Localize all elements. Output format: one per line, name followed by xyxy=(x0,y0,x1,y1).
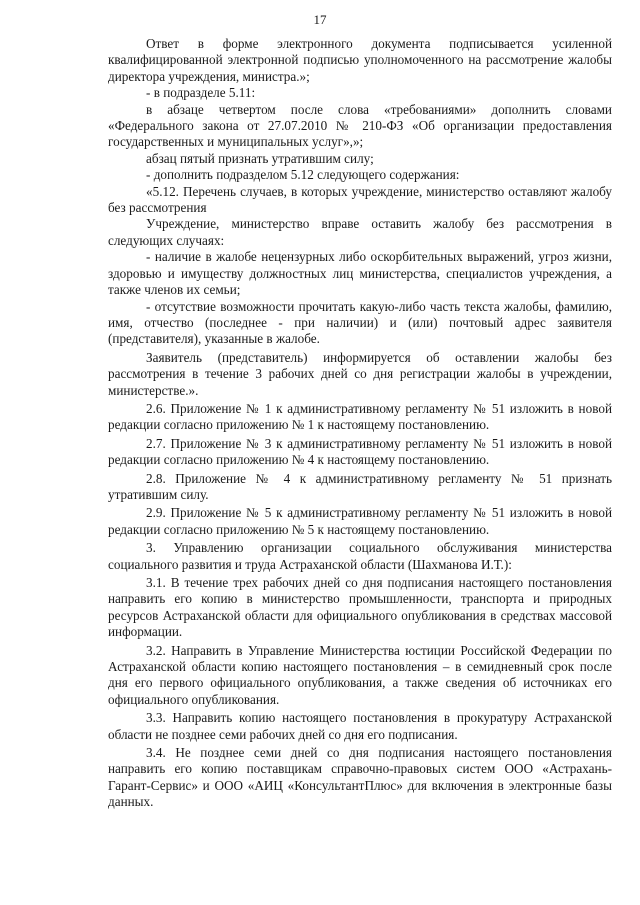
paragraph: - отсутствие возможности прочитать какую-либо часть текста жалобы, фамилию, имя, отчество (последнее - при наличии) и (или) почтовый адрес заявителя (представителя), указанные в жалобе. xyxy=(108,298,612,347)
paragraph: Ответ в форме электронного документа подписывается усиленной квалифицированной электронной подписью уполномоченного на рассмотрение жалобы директора учреждения, министра.»; xyxy=(108,36,612,84)
paragraph: в абзаце четвертом после слова «требованиями» дополнить словами «Федерального закона от 27.07.2010 № 210-ФЗ «Об организации предоставления государственных и муниципальных услуг»,»; xyxy=(108,101,612,150)
paragraph: 2.8. Приложение № 4 к административному регламенту № 51 признать утратившим силу. xyxy=(108,470,612,502)
paragraph: «5.12. Перечень случаев, в которых учреждение, министерство оставляют жалобу без рассмотрения xyxy=(108,183,612,216)
paragraph: 2.9. Приложение № 5 к административному регламенту № 51 изложить в новой редакции согласно приложению № 5 к настоящему постановлению. xyxy=(108,505,612,537)
page-number: 17 xyxy=(313,12,327,27)
paragraph: 3.4. Не позднее семи дней со дня подписания настоящего постановления направить его копию поставщикам справочно-правовых систем ООО «Астрахань-Гарант-Сервис» и ООО «АИЦ «КонсультантПлюс» для включения в электронные базы данных. xyxy=(108,745,612,810)
paragraph: 2.7. Приложение № 3 к административному регламенту № 51 изложить в новой редакции согласно приложению № 4 к настоящему постановлению. xyxy=(108,435,612,468)
paragraph: 3.1. В течение трех рабочих дней со дня подписания настоящего постановления направить его копию в министерство промышленности, транспорта и природных ресурсов Астраханской области для официального опубликования в средствах массовой информации. xyxy=(108,575,612,640)
paragraph: - дополнить подразделом 5.12 следующего содержания: xyxy=(146,167,460,183)
paragraph: 3.2. Направить в Управление Министерства юстиции Российской Федерации по Астраханской области копию настоящего постановления – в семидневный срок после дня его первого официального опубликования, а также сведения об источниках его официального опубликования. xyxy=(108,642,612,707)
paragraph: - наличие в жалобе нецензурных либо оскорбительных выражений, угроз жизни, здоровью и имуществу должностных лиц министерства, специалистов учреждения, а также членов их семьи; xyxy=(108,249,612,298)
paragraph: Учреждение, министерство вправе оставить жалобу без рассмотрения в следующих случаях: xyxy=(108,216,612,248)
paragraph: 3. Управлению организации социального обслуживания министерства социального развития и труда Астраханской области (Шахманова И.Т.): xyxy=(108,540,612,572)
document-body xyxy=(108,36,612,811)
paragraph: 2.6. Приложение № 1 к административному регламенту № 51 изложить в новой редакции согласно приложению № 1 к настоящему постановлению. xyxy=(108,400,612,433)
paragraph: абзац пятый признать утратившим силу; xyxy=(146,150,374,166)
paragraph: Заявитель (представитель) информируется об оставлении жалобы без рассмотрения в течение 3 рабочих дней со дня регистрации жалобы в учреждении, министерстве.». xyxy=(108,349,612,398)
paragraph: - в подразделе 5.11: xyxy=(146,85,256,101)
paragraph: 3.3. Направить копию настоящего постановления в прокуратуру Астраханской области не позднее семи рабочих дней со дня его подписания. xyxy=(108,710,612,742)
